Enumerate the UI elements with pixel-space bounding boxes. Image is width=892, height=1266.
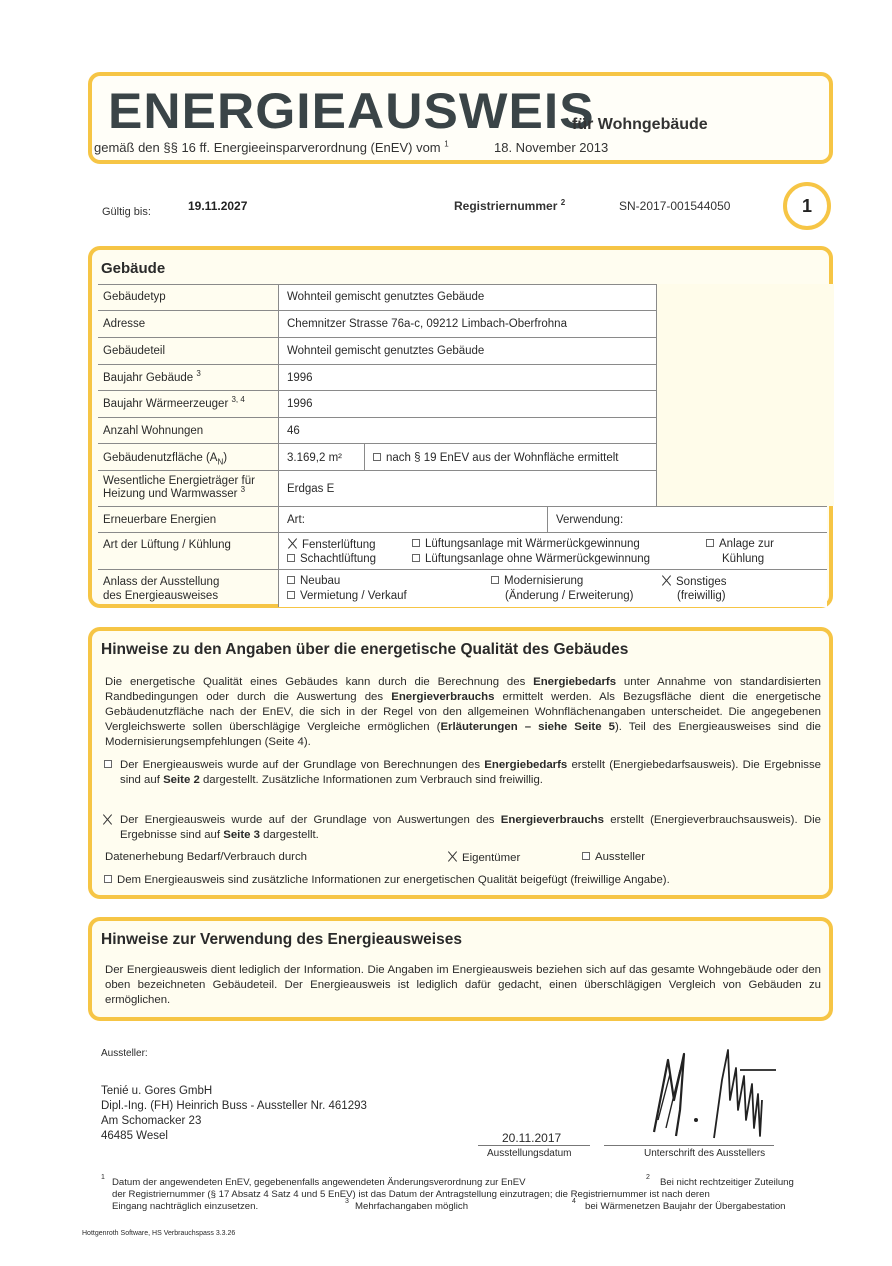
- registration-number: SN-2017-001544050: [619, 199, 731, 213]
- consumption-certificate-text: Der Energieausweis wurde auf der Grundlage von Auswertungen des Energieverbrauchs erstellt (Energieverbrauchsausweis). Die Ergebnisse sind auf Seite 3 dargestellt.: [120, 814, 821, 841]
- section-title: Gebäude: [101, 260, 166, 277]
- reason-option-modernisation[interactable]: Modernisierung: [491, 575, 583, 587]
- software-credit: Hottgenroth Software, HS Verbrauchspass 3.3.26: [82, 1230, 236, 1237]
- ventilation-option-shaft[interactable]: Schachtlüftung: [287, 553, 376, 565]
- usage-notes-text: Der Energieausweis dient lediglich der Information. Die Angaben im Energieausweis beziehen sich auf das gesamte Wohngebäude oder den oben bezeichneten Gebäudeteil. Der Energieausweis ist lediglich dafür gedacht, einen überschlägigen Vergleich von Gebäuden zu ermöglichen.: [105, 964, 821, 1006]
- table-row: Anzahl Wohnungen 46: [98, 417, 656, 443]
- table-row: Baujahr Gebäude $^3$ 1996: [98, 364, 656, 390]
- quality-notes-section: [88, 627, 833, 899]
- reason-option-new-build[interactable]: Neubau: [287, 575, 340, 587]
- data-collection-owner[interactable]: Eigentümer: [447, 851, 520, 864]
- checkbox-icon: [491, 576, 499, 584]
- demand-certificate-checkbox[interactable]: [104, 759, 117, 771]
- building-section: [88, 246, 833, 608]
- ventilation-option-without-heat-recovery[interactable]: Lüftungsanlage ohne Wärmerückgewinnung: [412, 553, 650, 565]
- document-subtitle: für Wohngebäude: [572, 116, 708, 133]
- table-row: Gebäudeteil Wohnteil gemischt genutztes Gebäude: [98, 337, 656, 364]
- regulation-date: 18. November 2013: [494, 140, 609, 155]
- area-row: Gebäudenutzfläche $(A_N)$ 3.169,2 m² nach § 19 EnEV aus der Wohnfläche ermittelt: [98, 443, 656, 470]
- valid-until-value: 19.11.2027: [188, 199, 248, 213]
- issue-date-label: Ausstellungsdatum: [487, 1148, 572, 1159]
- certificate-header: [88, 72, 833, 164]
- checkbox-icon: [287, 591, 295, 599]
- signature-icon: [640, 1040, 790, 1145]
- ventilation-row: Art der Lüftung / Kühlung Fensterlüftung Schachtlüftung Lüftungsanlage mit Wärmerückgewinnung Lüftungsanlage ohne Wärmerückgewinnung Anlage zur Kühlung: [98, 532, 827, 569]
- building-photo-area: [656, 284, 834, 506]
- area-method-checkbox[interactable]: nach § 19 EnEV aus der Wohnfläche ermittelt: [364, 444, 656, 471]
- issue-date: 20.11.2017: [502, 1131, 562, 1145]
- table-row: Gebäudetyp Wohnteil gemischt genutztes Gebäude: [98, 284, 656, 310]
- valid-until-label: Gültig bis:: [102, 206, 151, 218]
- table-row: Baujahr Wärmeerzeuger $^{3, 4}$ 1996: [98, 390, 656, 417]
- footnote-4: bei Wärmenetzen Baujahr der Übergabestation: [585, 1201, 786, 1212]
- checkbox-icon: [104, 760, 112, 768]
- checkbox-icon: [287, 576, 295, 584]
- reason-option-other[interactable]: Sonstiges: [661, 575, 727, 588]
- checked-x-icon: [661, 575, 672, 586]
- quality-intro-text: Die energetische Qualität eines Gebäudes kann durch die Berechnung des Energiebedarfs unter Annahme von standardisierten Randbedingungen oder durch die Auswertung des Energieverbrauchs ermittelt werden. Als Bezugsfläche dient die energetische Gebäudenutzfläche nach der EnEV, die sich in der Regel von den allgemeinen Wohnflächenangaben unterscheidet. Die angegebenen Vergleichswerte sollen überschlägige Vergleiche ermöglichen (Erläuterungen – siehe Seite 5). Teil des Energieausweises sind die Modernisierungsempfehlungen (Seite 4).: [105, 676, 822, 748]
- document-title: ENERGIEAUSWEIS: [108, 83, 595, 139]
- checkbox-icon: [706, 539, 714, 547]
- footnote-2-cont: der Registriernummer (§ 17 Absatz 4 Satz 4 und 5 EnEV) ist das Datum der Antragstellung einzutragen; die Registriernummer ist nach deren: [112, 1189, 710, 1200]
- divider: [478, 1145, 590, 1146]
- checkbox-icon: [287, 554, 295, 562]
- section-title: Hinweise zur Verwendung des Energieausweises: [101, 931, 462, 948]
- signature-label: Unterschrift des Ausstellers: [644, 1148, 766, 1159]
- footnote-2-end: Eingang nachträglich einzusetzen.: [112, 1201, 259, 1212]
- page-number-badge: 1: [783, 182, 831, 230]
- checked-x-icon: [447, 851, 458, 862]
- checkbox-icon: [412, 554, 420, 562]
- additional-info-checkbox[interactable]: Dem Energieausweis sind zusätzliche Informationen zur energetischen Qualität beigefügt (freiwillige Angabe).: [104, 874, 670, 886]
- data-collection-label: Datenerhebung Bedarf/Verbrauch durch: [105, 851, 308, 863]
- usage-notes-section: [88, 917, 833, 1021]
- signature-line: [604, 1145, 774, 1146]
- issuer-address: Tenié u. Gores GmbH Dipl.-Ing. (FH) Heinrich Buss - Aussteller Nr. 461293 Am Schomacker 23 46485 Wesel: [101, 1085, 367, 1142]
- checkbox-icon: [104, 875, 112, 883]
- registration-label: Registriernummer $^2$: [454, 198, 566, 213]
- ventilation-option-with-heat-recovery[interactable]: Lüftungsanlage mit Wärmerückgewinnung: [412, 538, 640, 550]
- issuer-label: Aussteller:: [101, 1048, 148, 1059]
- checkbox-icon: [412, 539, 420, 547]
- footnote-2: Bei nicht rechtzeitiger Zuteilung: [660, 1177, 794, 1188]
- checkbox-icon: [582, 852, 590, 860]
- ventilation-option-window[interactable]: Fensterlüftung: [287, 538, 376, 551]
- demand-certificate-text: Der Energieausweis wurde auf der Grundlage von Berechnungen des Energiebedarfs erstellt (Energiebedarfsausweis). Die Ergebnisse sind auf Seite 2 dargestellt. Zusätzliche Informationen zum Verbrauch sind freiwillig.: [120, 759, 821, 786]
- reason-row: Anlass der Ausstellung des Energieausweises Neubau Vermietung / Verkauf Modernisierung (Änderung / Erweiterung) Sonstiges (freiwillig): [98, 569, 827, 606]
- footnote-1: Datum der angewendeten EnEV, gegebenenfalls angewendeten Änderungsverordnung zur EnEV: [112, 1177, 526, 1188]
- data-collection-issuer[interactable]: Aussteller: [582, 851, 645, 863]
- renewable-row: Erneuerbare Energien Art: Verwendung:: [98, 506, 827, 532]
- regulation-text: gemäß den §§ 16 ff. Energieeinsparverordnung (EnEV) vom $^1$: [94, 139, 449, 155]
- checkbox-icon: [373, 453, 381, 461]
- energy-carrier-row: Wesentliche Energieträger für Heizung und Warmwasser $^3$ Erdgas E: [98, 470, 656, 506]
- ventilation-option-cooling[interactable]: Anlage zur: [706, 538, 774, 550]
- consumption-certificate-checkbox[interactable]: [102, 814, 117, 827]
- section-title: Hinweise zu den Angaben über die energetische Qualität des Gebäudes: [101, 641, 629, 658]
- footnote-3: Mehrfachangaben möglich: [355, 1201, 469, 1212]
- reason-option-rent-sale[interactable]: Vermietung / Verkauf: [287, 590, 407, 602]
- checked-x-icon: [102, 814, 113, 825]
- table-row: Adresse Chemnitzer Strasse 76a-c, 09212 Limbach-Oberfrohna: [98, 310, 656, 337]
- checked-x-icon: [287, 538, 298, 549]
